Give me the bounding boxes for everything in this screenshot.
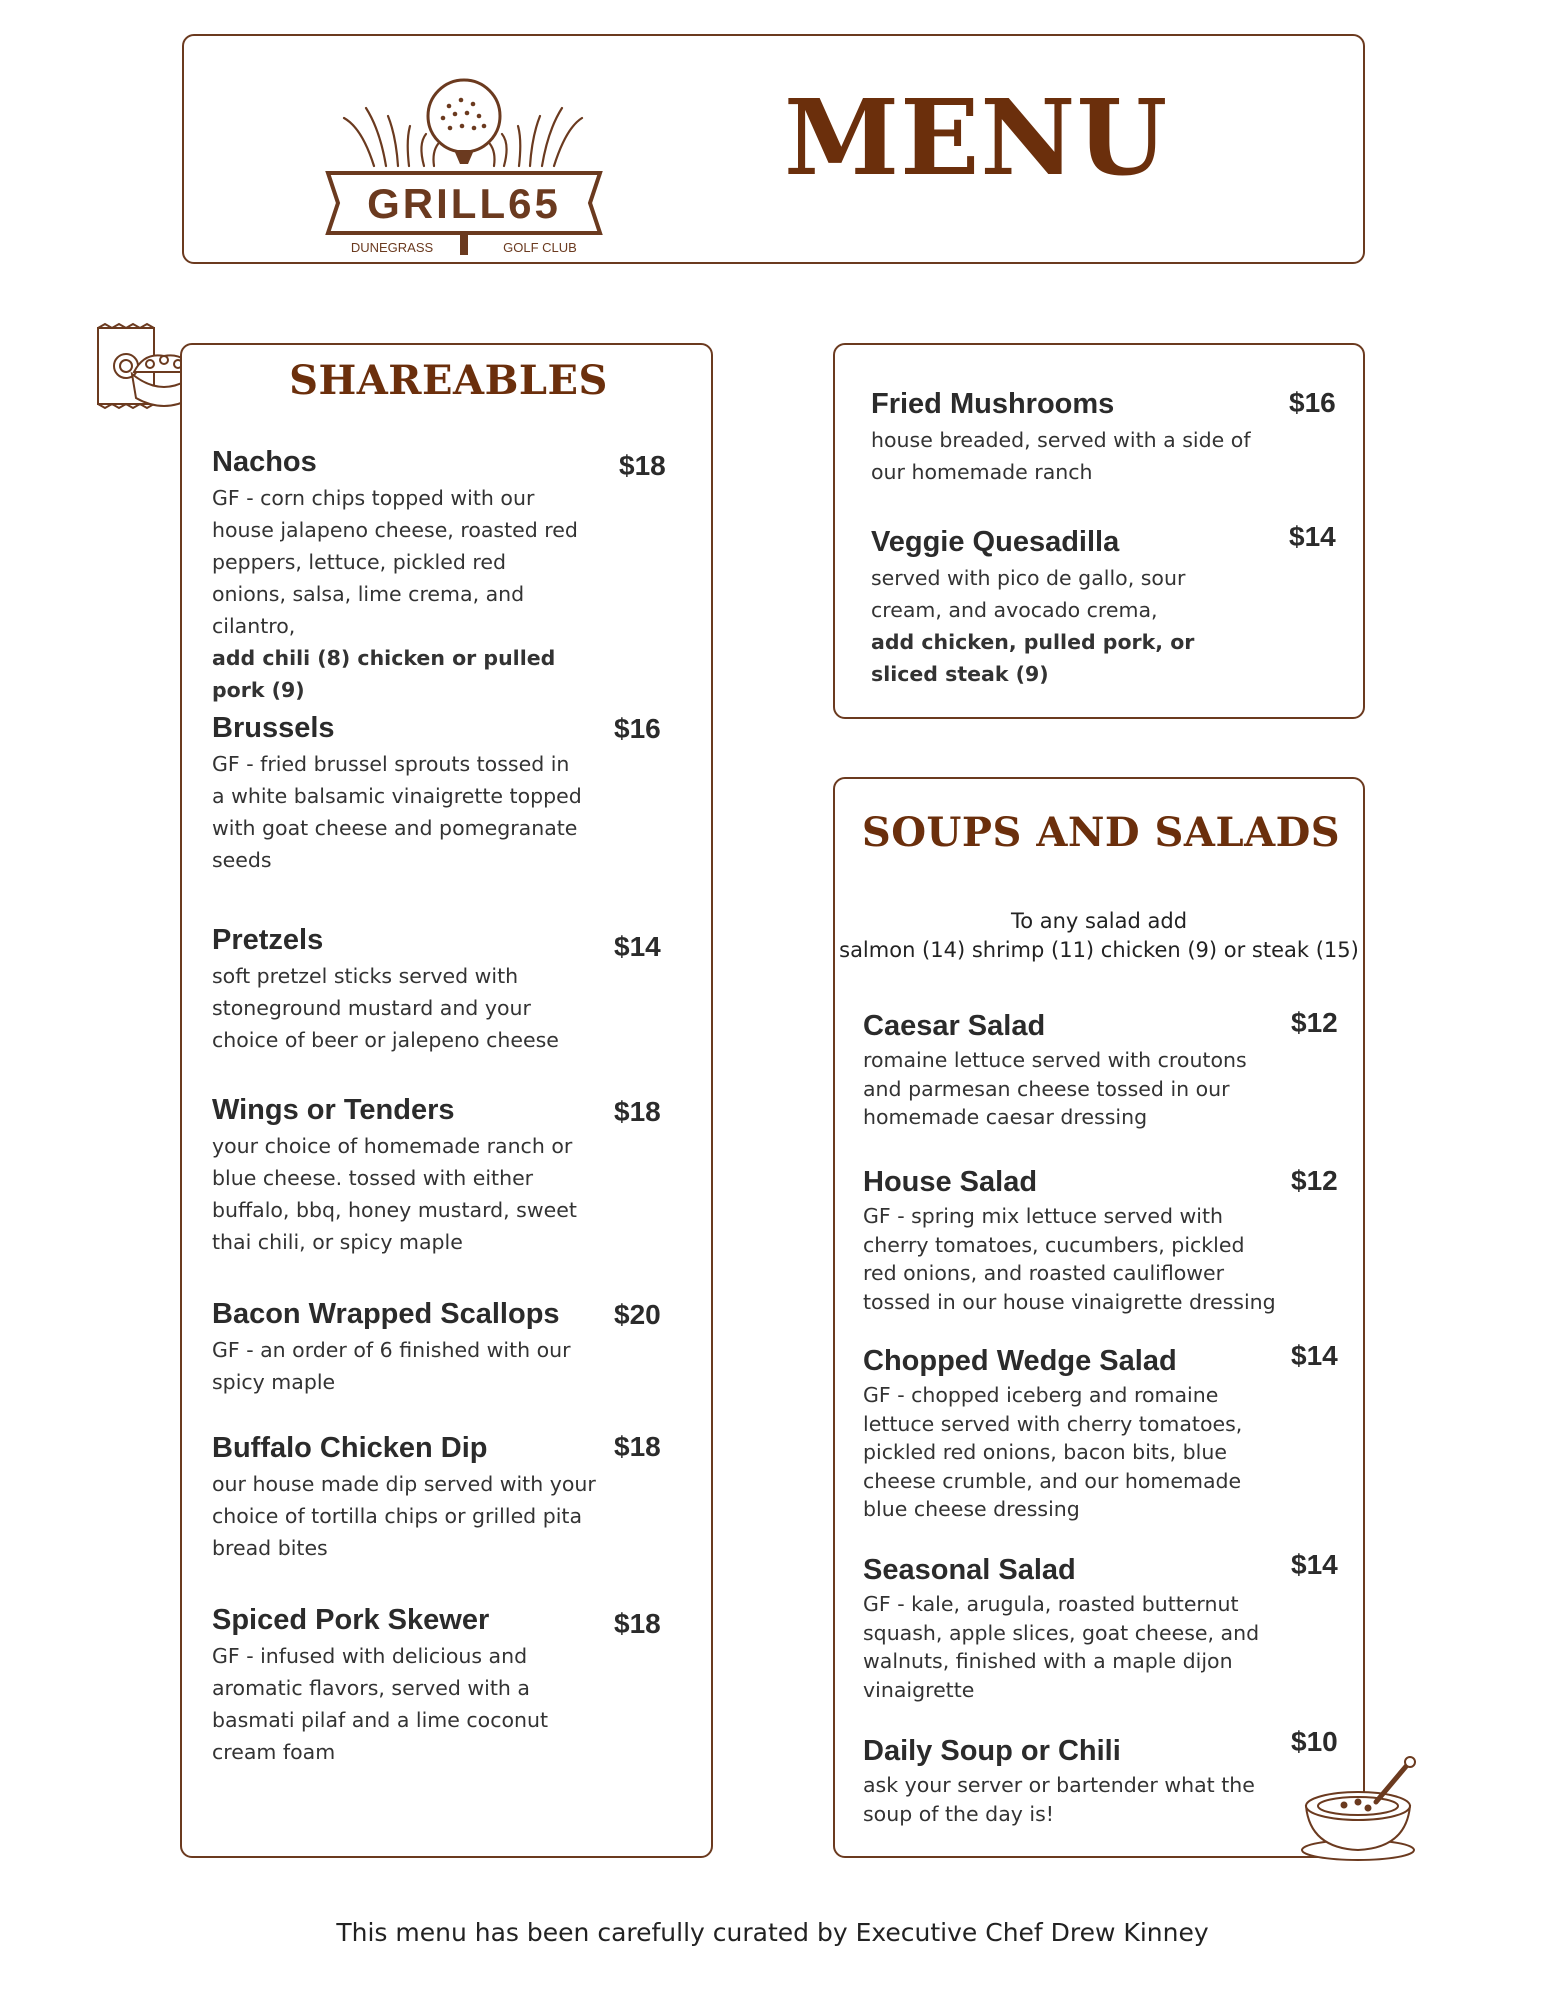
item-price: $10 <box>1291 1726 1338 1757</box>
item-description: GF - an order of 6 finished with our spicy maple <box>212 1338 571 1394</box>
item-description <box>212 482 582 706</box>
item-addon: add chicken, pulled pork, or sliced steak (9) <box>871 630 1195 686</box>
soups-salads-title: SOUPS AND SALADS <box>861 809 1341 856</box>
menu-item <box>212 1093 682 1258</box>
item-description-text: served with pico de gallo, sour cream, and avocado crema, <box>871 566 1186 622</box>
item-description: our house made dip served with your choice of tortilla chips or grilled pita bread bites <box>212 1472 596 1560</box>
item-description: your choice of homemade ranch or blue cheese. tossed with either buffalo, bbq, honey mustard, sweet thai chili, or spicy maple <box>212 1134 577 1254</box>
item-description: romaine lettuce served with croutons and parmesan cheese tossed in our homemade caesar dressing <box>863 1048 1247 1129</box>
more-shareables-section <box>833 343 1365 719</box>
menu-item <box>212 445 682 706</box>
item-name: Caesar Salad <box>863 1010 1046 1042</box>
menu-item <box>212 1603 682 1768</box>
item-description: GF - spring mix lettuce served with cherry tomatoes, cucumbers, pickled red onions, and roasted cauliflower tossed in our house vinaigrette dressing <box>863 1204 1276 1314</box>
item-description: house breaded, served with a side of our homemade ranch <box>871 428 1251 484</box>
menu-item <box>863 1340 1343 1524</box>
item-description: GF - chopped iceberg and romaine lettuce served with cherry tomatoes, pickled red onions, bacon bits, blue cheese crumble, and our homemade blue cheese dressing <box>863 1383 1243 1521</box>
item-name: Brussels <box>212 712 335 744</box>
menu-item <box>863 1726 1343 1828</box>
grill65-logo <box>314 48 614 258</box>
item-description: GF - infused with delicious and aromatic flavors, served with a basmati pilaf and a lime coconut cream foam <box>212 1644 549 1764</box>
salad-addon-line2: salmon (14) shrimp (11) chicken (9) or steak (15) <box>839 938 1359 962</box>
menu-item <box>212 711 682 876</box>
item-description: ask your server or bartender what the soup of the day is! <box>863 1773 1255 1826</box>
item-name: Chopped Wedge Salad <box>863 1345 1177 1377</box>
logo-left-text: DUNEGRASS <box>350 240 434 255</box>
item-price: $14 <box>1291 1340 1338 1371</box>
item-name: Bacon Wrapped Scallops <box>212 1298 560 1330</box>
menu-item <box>871 387 1341 488</box>
item-name: Spiced Pork Skewer <box>212 1604 490 1636</box>
soups-salads-section <box>833 777 1365 1858</box>
menu-item <box>863 1549 1343 1704</box>
shareables-section <box>180 343 713 1858</box>
item-name: Buffalo Chicken Dip <box>212 1432 488 1464</box>
item-price: $14 <box>1291 1549 1338 1580</box>
item-name: Daily Soup or Chili <box>863 1735 1121 1767</box>
item-description: GF - fried brussel sprouts tossed in a white balsamic vinaigrette topped with goat cheese and pomegranate seeds <box>212 752 582 872</box>
menu-item <box>212 1297 682 1398</box>
salad-addon-note <box>835 907 1363 965</box>
soup-bowl-icon <box>1296 1750 1420 1866</box>
menu-item <box>212 1431 682 1564</box>
item-price: $18 <box>619 450 666 481</box>
item-name: Seasonal Salad <box>863 1554 1076 1586</box>
header-box <box>182 34 1365 264</box>
menu-item <box>212 923 682 1056</box>
item-price: $16 <box>1289 387 1336 418</box>
item-name: Nachos <box>212 446 317 478</box>
item-price: $18 <box>614 1431 661 1462</box>
item-price: $20 <box>614 1299 661 1330</box>
shareables-title: SHAREABLES <box>289 357 608 404</box>
menu-item <box>863 1009 1343 1132</box>
item-price: $14 <box>1289 521 1336 552</box>
footer-note: This menu has been carefully curated by Executive Chef Drew Kinney <box>336 1918 1209 1947</box>
item-price: $12 <box>1291 1007 1338 1038</box>
item-price: $14 <box>614 931 661 962</box>
item-price: $16 <box>614 713 661 744</box>
item-description <box>871 562 1261 690</box>
item-name: Fried Mushrooms <box>871 388 1115 420</box>
item-description: soft pretzel sticks served with stoneground mustard and your choice of beer or jalepeno cheese <box>212 964 559 1052</box>
item-price: $18 <box>614 1096 661 1127</box>
menu-item <box>871 521 1341 690</box>
salad-addon-line1: To any salad add <box>1010 909 1188 933</box>
item-name: Pretzels <box>212 924 324 956</box>
page-title: MENU <box>784 76 1169 199</box>
item-description: GF - kale, arugula, roasted butternut squash, apple slices, goat cheese, and walnuts, finished with a maple dijon vinaigrette <box>863 1592 1260 1702</box>
menu-item <box>863 1165 1343 1316</box>
item-price: $18 <box>614 1608 661 1639</box>
logo-wordmark: GRILL65 <box>367 180 561 227</box>
logo-right-text: GOLF CLUB <box>503 240 577 255</box>
item-name: Wings or Tenders <box>212 1094 455 1126</box>
item-addon: add chili (8) chicken or pulled pork (9) <box>212 646 556 702</box>
item-price: $12 <box>1291 1165 1338 1196</box>
item-description-text: GF - corn chips topped with our house jalapeno cheese, roasted red peppers, lettuce, pickled red onions, salsa, lime crema, and cilantro, <box>212 486 578 638</box>
item-name: Veggie Quesadilla <box>871 526 1120 558</box>
item-name: House Salad <box>863 1166 1038 1198</box>
